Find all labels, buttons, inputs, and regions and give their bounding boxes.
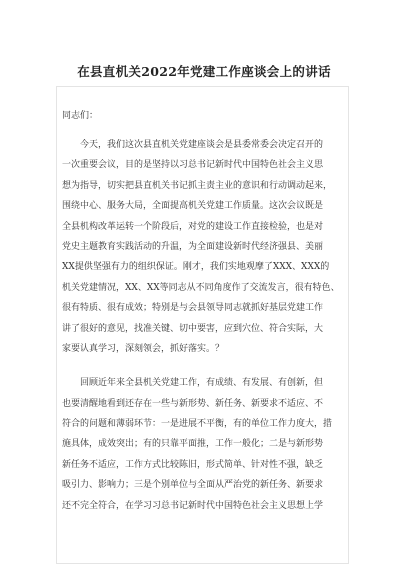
text-line: 回顾近年来全县机关党建工作，有成绩、有发展、有创新，但 bbox=[62, 378, 324, 389]
salutation: 同志们： bbox=[62, 111, 99, 121]
text-line: 还不完全符合，在学习习总书记新时代中国特色社会主义思想上学 bbox=[62, 500, 324, 511]
text-line: 施具体，成效突出；有的只靠平面推，工作一般化；二是与新形势 bbox=[62, 439, 324, 450]
text-line: 想为指导，切实把县直机关书记抓主责主业的意识和行动调动起来， bbox=[62, 180, 333, 191]
text-line: 也要清醒地看到还存在一些与新形势、新任务、新要求不适应、不 bbox=[62, 398, 324, 409]
text-line: XX提供坚强有力的组织保证。刚才，我们实地观摩了XXX、XXX的 bbox=[62, 262, 330, 273]
text-line: 符合的问题和薄弱环节：一是进展不平衡，有的单位工作力度大，措 bbox=[62, 419, 333, 430]
text-line: 围绕中心、服务大局，全面提高机关党建工作质量。这次会议既是 bbox=[62, 201, 324, 212]
paragraph-1 bbox=[62, 135, 344, 359]
paragraph-2 bbox=[62, 373, 344, 516]
text-line: 吸引力、影响力；三是个别单位与全面从严治党的新任务、新要求 bbox=[62, 480, 324, 491]
text-line: 新任务不适应，工作方式比较陈旧，形式简单、针对性不强，缺乏 bbox=[62, 459, 324, 470]
document-title: 在县直机关2022年党建工作座谈会上的讲话 bbox=[77, 64, 331, 79]
text-line: 讲了很好的意见，找准关键、切中要害，应到穴位、符合实际，大 bbox=[62, 323, 324, 334]
text-line: 全县机构改革运转一个阶段后，对党的建设工作直接检验，也是对 bbox=[62, 221, 324, 232]
text-line: 家要认真学习，深刻领会，抓好落实。？ bbox=[62, 343, 225, 354]
text-line: 一次重要会议，目的是坚持以习总书记新时代中国特色社会主义思 bbox=[62, 160, 324, 171]
text-line: 机关党建情况，XX、XX等同志从不同角度作了交流发言，很有特色、 bbox=[62, 282, 340, 293]
text-line: 很有特质、很有成效；特别是与会县领导同志就抓好基层党建工作 bbox=[62, 303, 324, 314]
text-line: 今天，我们这次县直机关党建座谈会是县委常委会决定召开的 bbox=[62, 140, 324, 150]
document-body bbox=[62, 86, 344, 516]
text-line: 党史主题教育实践活动的升温，为全面建设新时代经济强县、美丽 bbox=[62, 241, 324, 252]
